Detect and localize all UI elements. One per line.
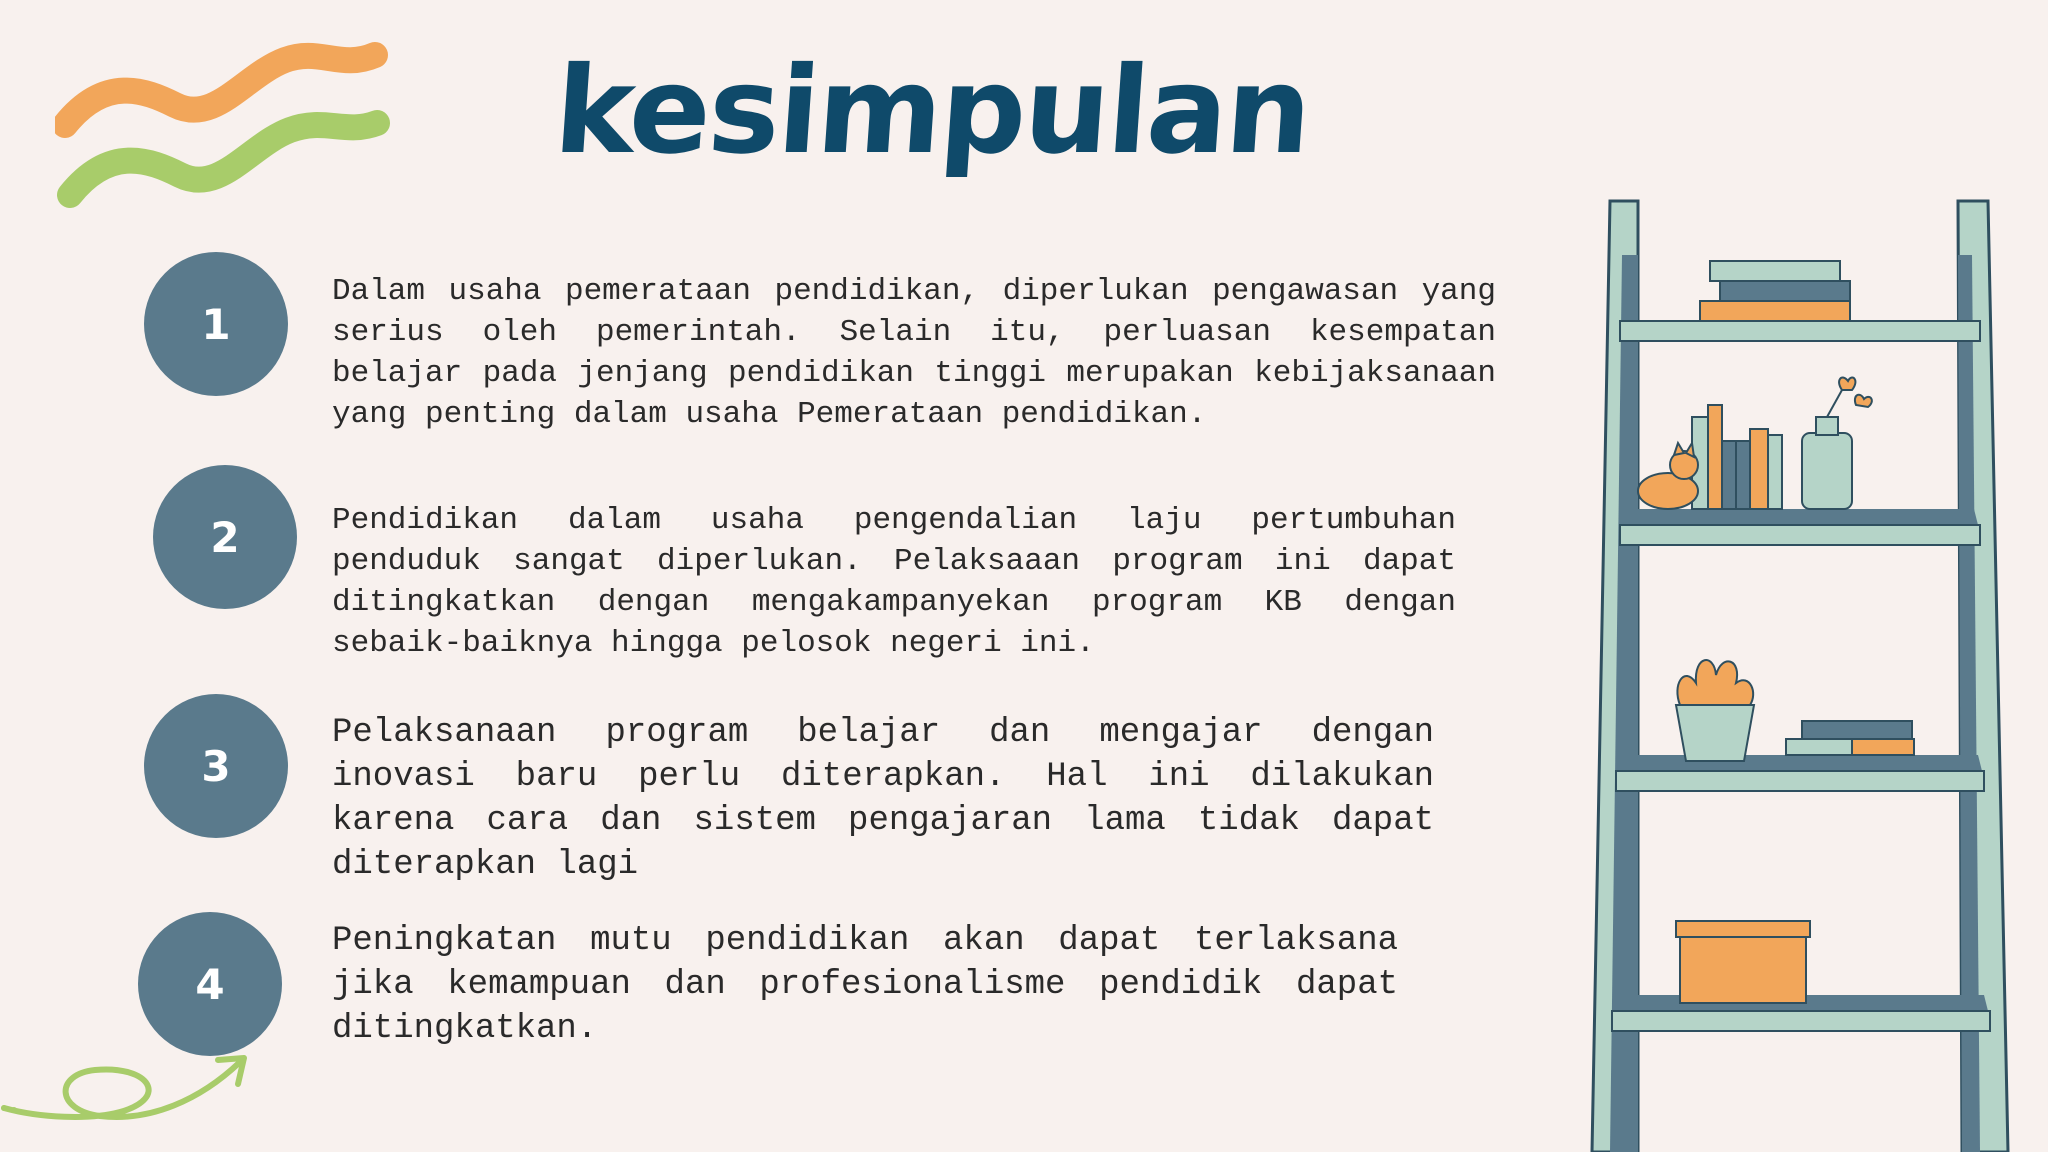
curly-arrow-icon: [0, 1040, 260, 1150]
wavy-lines-icon: [55, 35, 395, 215]
point-4-badge: 4: [138, 912, 282, 1056]
point-1-badge: 1: [144, 252, 288, 396]
bookshelf-ladder-icon: [1580, 195, 2020, 1152]
point-4-text: Peningkatan mutu pendidikan akan dapat terlaksana jika kemampuan dan profesionalisme pendidik dapat ditingkatkan.: [332, 922, 1398, 1048]
point-2-badge: 2: [153, 465, 297, 609]
point-1-text: Dalam usaha pemerataan pendidikan, diperlukan pengawasan yang serius oleh pemerintah. Selain itu, perluasan kesempatan belajar pada jenjang pendidikan tinggi merupakan kebijaksanaan yang penting dalam usaha Pemerataan pendidikan.: [332, 274, 1496, 432]
point-3-badge: 3: [144, 694, 288, 838]
point-2-text: Pendidikan dalam usaha pengendalian laju pertumbuhan penduduk sangat diperlukan. Pelaksaaan program ini dapat ditingkatkan dengan mengakampanyekan program KB dengan sebaik-baiknya hingga pelosok negeri ini.: [332, 503, 1456, 661]
page-title: kesimpulan: [550, 42, 1315, 181]
point-3-text: Pelaksanaan program belajar dan mengajar dengan inovasi baru perlu diterapkan. Hal ini dilakukan karena cara dan sistem pengajaran lama tidak dapat diterapkan lagi: [332, 714, 1434, 884]
